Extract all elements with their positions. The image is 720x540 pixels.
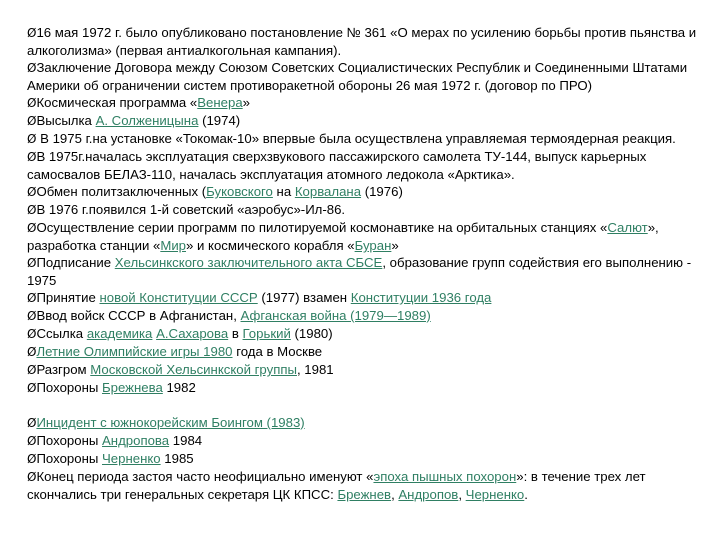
text-segment: Ссылка xyxy=(36,326,87,341)
list-item xyxy=(27,325,707,343)
text-segment: », разработка станции « xyxy=(27,220,659,253)
list-item xyxy=(27,254,707,289)
list-item xyxy=(27,59,707,94)
list-item xyxy=(27,307,707,325)
hyperlink[interactable]: Московской Хельсинкской группы xyxy=(90,362,297,377)
hyperlink[interactable]: Брежнев xyxy=(337,487,392,502)
arrow-bullet-icon: Ø xyxy=(27,221,37,235)
arrow-bullet-icon: Ø xyxy=(27,381,37,395)
text-segment: в xyxy=(228,326,243,341)
arrow-bullet-icon: Ø xyxy=(27,256,37,270)
list-item xyxy=(27,432,707,450)
text-segment: 1984 xyxy=(169,433,203,448)
arrow-bullet-icon: Ø xyxy=(27,434,37,448)
hyperlink[interactable]: академика xyxy=(86,326,153,341)
text-segment: Подписание xyxy=(36,255,115,270)
hyperlink[interactable]: Черненко xyxy=(465,487,525,502)
hyperlink[interactable]: Андропов xyxy=(398,487,459,502)
hyperlink[interactable]: Мир xyxy=(160,238,187,253)
text-segment: Ввод войск СССР в Афганистан, xyxy=(36,308,241,323)
hyperlink[interactable]: Салют xyxy=(607,220,648,235)
list-item xyxy=(27,468,707,503)
text-segment: » и космического корабля « xyxy=(186,238,355,253)
text-segment: Похороны xyxy=(36,451,102,466)
text-segment: Конец периода застоя часто неофициально именуют « xyxy=(36,469,374,484)
arrow-bullet-icon: Ø xyxy=(27,132,37,146)
arrow-bullet-icon: Ø xyxy=(27,291,37,305)
arrow-bullet-icon: Ø xyxy=(27,309,37,323)
text-segment: Принятие xyxy=(36,290,100,305)
list-item xyxy=(27,414,707,432)
text-segment: Высылка xyxy=(36,113,96,128)
list-item xyxy=(27,130,707,148)
paragraph-gap xyxy=(27,397,707,414)
hyperlink[interactable]: Черненко xyxy=(102,451,161,466)
text-segment: , xyxy=(458,487,466,502)
arrow-bullet-icon: Ø xyxy=(27,345,37,359)
list-item xyxy=(27,201,707,219)
list-item xyxy=(27,24,707,59)
list-item xyxy=(27,343,707,361)
arrow-bullet-icon: Ø xyxy=(27,26,37,40)
text-segment: В 1975 г.на установке «Токомак-10» впервые была осуществлена управляемая термоядерная реакция. xyxy=(36,131,676,146)
text-segment: 16 мая 1972 г. было опубликовано постановление № 361 «О мерах по усилению борьбы против пьянства и алкоголизма» (первая антиалкогольная кампания). xyxy=(27,25,697,58)
text-segment: 1982 xyxy=(162,380,196,395)
hyperlink[interactable]: А.Сахарова xyxy=(156,326,229,341)
text-segment: Похороны xyxy=(36,433,102,448)
hyperlink[interactable]: Андропова xyxy=(102,433,170,448)
text-segment: (1977) взамен xyxy=(257,290,351,305)
arrow-bullet-icon: Ø xyxy=(27,452,37,466)
arrow-bullet-icon: Ø xyxy=(27,363,37,377)
hyperlink[interactable]: Венера xyxy=(197,95,243,110)
text-segment: (1980) xyxy=(290,326,333,341)
text-segment: В 1976 г.появился 1-й советский «аэробус»-Ил-86. xyxy=(36,202,346,217)
hyperlink[interactable]: эпоха пышных похорон xyxy=(373,469,517,484)
hyperlink[interactable]: Инцидент с южнокорейским Боингом (1983) xyxy=(36,415,305,430)
arrow-bullet-icon: Ø xyxy=(27,185,37,199)
arrow-bullet-icon: Ø xyxy=(27,203,37,217)
document-body xyxy=(27,24,707,503)
arrow-bullet-icon: Ø xyxy=(27,61,37,75)
list-item xyxy=(27,94,707,112)
text-segment: Осуществление серии программ по пилотируемой космонавтике на орбитальных станциях « xyxy=(36,220,608,235)
hyperlink[interactable]: новой Конституции СССР xyxy=(99,290,258,305)
text-segment: » xyxy=(391,238,399,253)
list-item xyxy=(27,183,707,201)
list-item xyxy=(27,148,707,183)
list-item xyxy=(27,289,707,307)
text-segment: (1976) xyxy=(361,184,403,199)
list-item xyxy=(27,379,707,397)
hyperlink[interactable]: Хельсинкского заключительного акта СБСЕ xyxy=(114,255,383,270)
text-segment: В 1975г.началась эксплуатация сверхзвукового пассажирского самолета ТУ-144, выпуск карьерных самосвалов БЕЛАЗ-110, началась эксплуатация атомного ледокола «Арктика». xyxy=(27,149,647,182)
hyperlink[interactable]: Конституции 1936 года xyxy=(350,290,492,305)
hyperlink[interactable]: Брежнева xyxy=(102,380,163,395)
hyperlink[interactable]: Буковского xyxy=(206,184,273,199)
text-segment: года в Москве xyxy=(232,344,323,359)
text-segment: Обмен политзаключенных ( xyxy=(36,184,207,199)
text-segment: » xyxy=(242,95,251,110)
arrow-bullet-icon: Ø xyxy=(27,114,37,128)
hyperlink[interactable]: Горький xyxy=(242,326,291,341)
text-segment: Разгром xyxy=(36,362,91,377)
text-segment: , образование групп содействия его выполнению - 1975 xyxy=(27,255,692,288)
text-segment: , xyxy=(391,487,399,502)
arrow-bullet-icon: Ø xyxy=(27,150,37,164)
text-segment: Космическая программа « xyxy=(36,95,198,110)
hyperlink[interactable]: Афганская война (1979—1989) xyxy=(240,308,431,323)
text-segment: Похороны xyxy=(36,380,102,395)
hyperlink[interactable]: А. Солженицына xyxy=(95,113,199,128)
text-segment: на xyxy=(272,184,295,199)
text-segment: Заключение Договора между Союзом Советских Социалистических Республик и Соединенными Штатами Америки об ограничении систем противоракетной обороны 26 мая 1972 г. (договор по ПРО) xyxy=(27,60,688,93)
list-item xyxy=(27,450,707,468)
hyperlink[interactable]: Летние Олимпийские игры 1980 xyxy=(36,344,233,359)
text-segment: , 1981 xyxy=(296,362,334,377)
list-item xyxy=(27,112,707,130)
hyperlink[interactable]: Буран xyxy=(354,238,392,253)
list-item xyxy=(27,361,707,379)
text-segment: . xyxy=(524,487,528,502)
text-segment: »: в течение трех лет скончались три генеральных секретаря ЦК КПСС: xyxy=(27,469,646,502)
hyperlink[interactable]: Корвалана xyxy=(294,184,362,199)
list-item xyxy=(27,219,707,254)
arrow-bullet-icon: Ø xyxy=(27,327,37,341)
arrow-bullet-icon: Ø xyxy=(27,96,37,110)
arrow-bullet-icon: Ø xyxy=(27,470,37,484)
text-segment: (1974) xyxy=(198,113,241,128)
text-segment: 1985 xyxy=(160,451,194,466)
arrow-bullet-icon: Ø xyxy=(27,416,37,430)
